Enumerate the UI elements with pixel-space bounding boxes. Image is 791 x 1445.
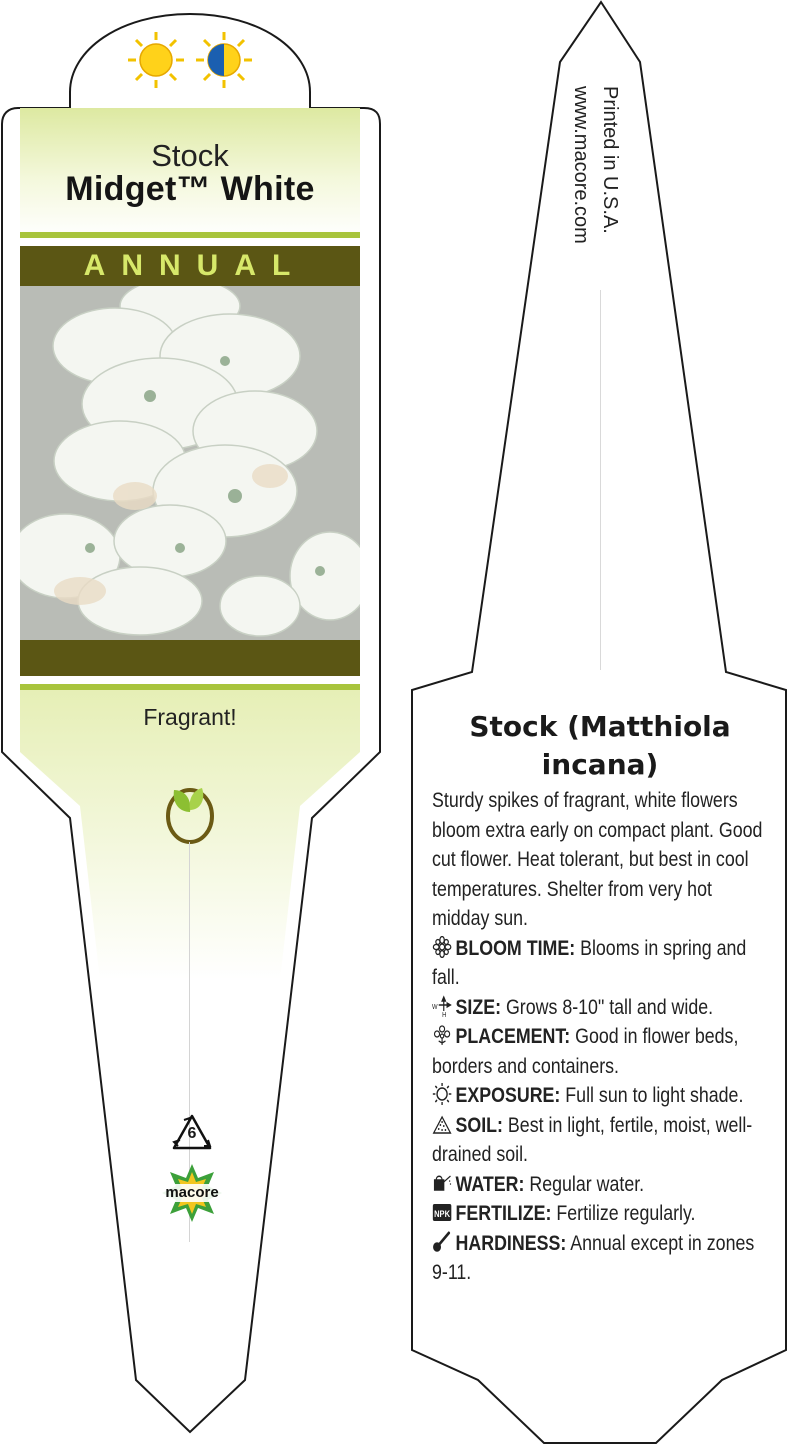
attribute-value: Good in flower beds, borders and containers. (432, 1025, 739, 1078)
attribute-value: Annual except in zones 9-11. (432, 1231, 755, 1284)
placement-icon (432, 1024, 452, 1046)
attribute-soil (432, 1111, 764, 1170)
attribute-label: SOIL: (455, 1113, 503, 1137)
attribute-placement (432, 1022, 764, 1081)
category-band: ANNUAL (20, 246, 360, 286)
attribute-hardiness (432, 1229, 764, 1288)
care-info (432, 786, 764, 1288)
printed-in-text: Printed in U.S.A. (599, 86, 621, 234)
thermometer-icon (432, 1231, 452, 1253)
description: Sturdy spikes of fragrant, white flowers bloom extra early on compact plant. Good cut flower. Heat tolerant, but best in cool temperatures. Shelter from very hot midday sun. (432, 789, 763, 930)
watering-can-icon (432, 1172, 452, 1194)
accent-line-top (20, 232, 360, 238)
attribute-bloom-time (432, 934, 764, 993)
attribute-label: BLOOM TIME: (455, 936, 576, 960)
npk-icon (432, 1201, 452, 1223)
attribute-fertilize (432, 1199, 764, 1229)
part-sun-icon (196, 32, 252, 88)
variety-name: Midget™ White (65, 170, 315, 208)
recycle-number: 6 (187, 1125, 197, 1142)
seedling-icon (158, 766, 222, 846)
botanical-title: Stock (Matthiola incana) (469, 710, 731, 781)
bottom-band (20, 640, 360, 676)
flower-icon (432, 936, 452, 958)
attribute-value: Full sun to light shade. (565, 1084, 744, 1107)
attribute-label: FERTILIZE: (455, 1202, 552, 1225)
soil-icon (432, 1113, 452, 1135)
svg-text:H: H (442, 1011, 447, 1017)
attribute-label: HARDINESS: (455, 1231, 567, 1255)
attribute-value: Grows 8-10" tall and wide. (505, 995, 714, 1019)
size-icon (432, 995, 452, 1017)
svg-text:W: W (432, 1003, 438, 1011)
back-fold-line (600, 290, 601, 670)
attribute-value: Blooms in spring and fall. (432, 936, 747, 989)
feature-text: Fragrant! (143, 704, 237, 730)
website-url: www.macore.com (570, 86, 592, 244)
accent-line-bottom (20, 684, 360, 690)
attribute-value: Regular water. (529, 1172, 645, 1196)
attribute-water (432, 1170, 764, 1200)
svg-text:NPK: NPK (434, 1208, 451, 1220)
common-name: Stock (151, 138, 229, 173)
attribute-value: Fertilize regularly. (556, 1202, 696, 1225)
sun-icon (432, 1083, 452, 1105)
full-sun-icon (128, 32, 184, 88)
attribute-exposure (432, 1081, 764, 1111)
flower-photo (20, 286, 360, 640)
attribute-size (432, 993, 764, 1023)
attribute-label: WATER: (455, 1172, 525, 1196)
attribute-label: EXPOSURE: (455, 1084, 561, 1107)
sun-exposure-icons (126, 28, 256, 92)
attribute-label: PLACEMENT: (455, 1025, 571, 1048)
attribute-value: Best in light, fertile, moist, well-drained soil. (432, 1113, 753, 1166)
brand-name: macore (165, 1184, 219, 1201)
attribute-label: SIZE: (455, 995, 502, 1019)
